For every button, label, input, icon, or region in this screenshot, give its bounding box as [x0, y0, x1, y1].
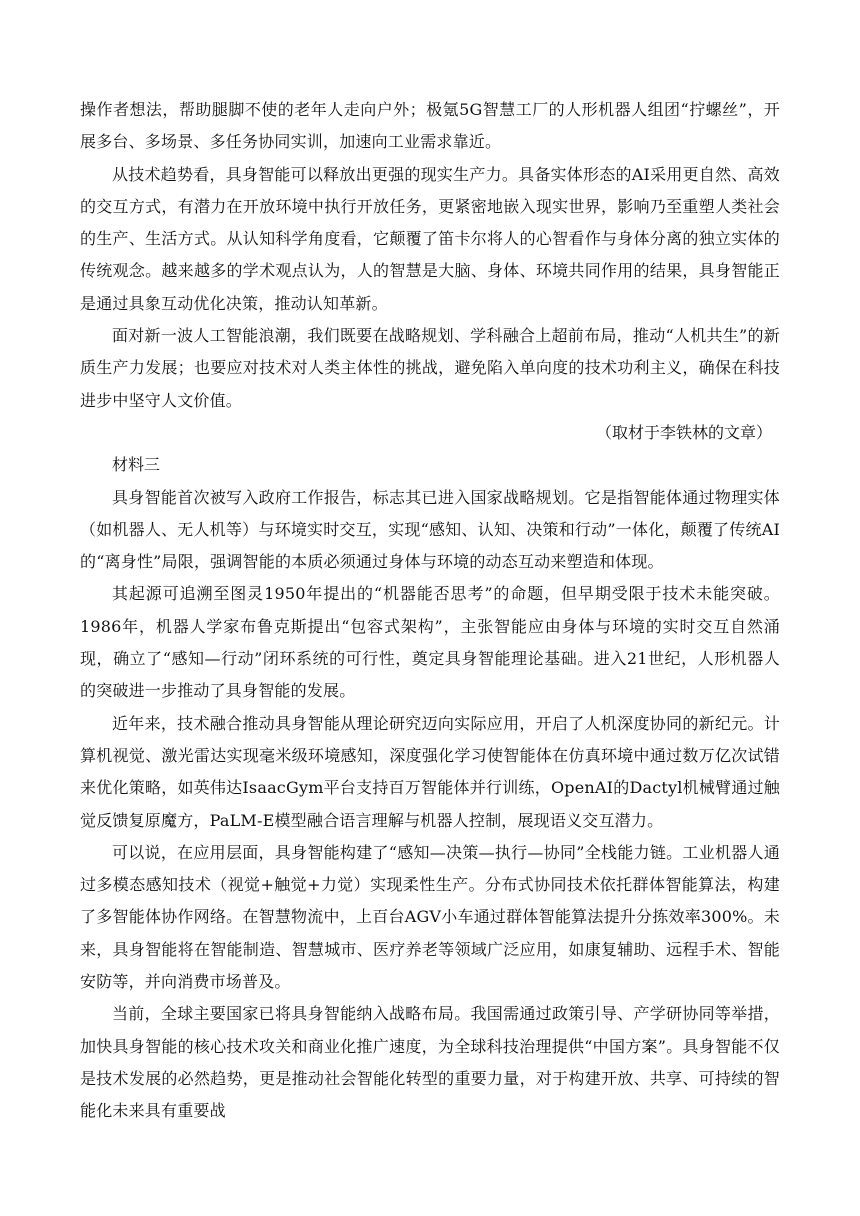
paragraph-recent-years: 近年来，技术融合推动具身智能从理论研究迈向实际应用，开启了人机深度协同的新纪元。计算机视觉、激光雷达实现毫米级环境感知，深度强化学习使智能体在仿真环境中通过数万亿次试错来优化策略，如英伟达IsaacGym平台支持百万智能体并行训练，OpenAI的Dactyl机械臂通过触觉反馈复原魔方，PaLM-E模型融合语言理解与机器人控制，展现语义交互潜力。	[80, 713, 780, 830]
paragraph-technology-trend: 从技术趋势看，具身智能可以释放出更强的现实生产力。具备实体形态的AI采用更自然、高效的交互方式，有潜力在开放环境中执行开放任务，更紧密地嵌入现实世界，影响乃至重塑人类社会的生产、生活方式。从认知科学角度看，它颠覆了笛卡尔将人的心智看作与身体分离的独立实体的传统观念。越来越多的学术观点认为，人的智慧是大脑、身体、环境共同作用的结果，具身智能正是通过具象互动优化决策，推动认知革新。	[80, 164, 780, 313]
paragraph-ai-wave: 面对新一波人工智能浪潮，我们既要在战略规划、学科融合上超前布局，推动“人机共生”的新质生产力发展；也要应对技术对人类主体性的挑战，避免陷入单向度的技术功利主义，确保在科技进步中坚守人文价值。	[80, 326, 780, 410]
section-label-material-three: 材料三	[112, 455, 161, 475]
paragraph-continued: 操作者想法，帮助腿脚不使的老年人走向户外；极氪5G智慧工厂的人形机器人组团“拧螺丝”，开展多台、多场景、多任务协同实训，加速向工业需求靠近。	[80, 100, 780, 152]
paragraph-origin: 其起源可追溯至图灵1950年提出的“机器能否思考”的命题，但早期受限于技术未能突破。1986年，机器人学家布鲁克斯提出“包容式架构”，主张智能应由身体与环境的实时交互自然涌现，确立了“感知—行动”闭环系统的可行性，奠定具身智能理论基础。进入21世纪，人形机器人的突破进一步推动了具身智能的发展。	[80, 584, 780, 701]
paragraph-definition: 具身智能首次被写入政府工作报告，标志其已进入国家战略规划。它是指智能体通过物理实体（如机器人、无人机等）与环境实时交互，实现“感知、认知、决策和行动”一体化，颠覆了传统AI的“离身性”局限，强调智能的本质必须通过身体与环境的动态互动来塑造和体现。	[80, 487, 780, 572]
source-note: （取材于李铁林的文章）	[595, 422, 772, 442]
paragraph-strategy: 当前，全球主要国家已将具身智能纳入战略布局。我国需通过政策引导、产学研协同等举措，加快具身智能的核心技术攻关和商业化推广速度，为全球科技治理提供“中国方案”。具身智能不仅是技术发展的必然趋势，更是推动社会智能化转型的重要力量，对于构建开放、共享、可持续的智能化未来具有重要战	[80, 1004, 780, 1121]
paragraph-application: 可以说，在应用层面，具身智能构建了“感知—决策—执行—协同”全栈能力链。工业机器人通过多模态感知技术（视觉+触觉+力觉）实现柔性生产。分布式协同技术依托群体智能算法，构建了多智能体协作网络。在智慧物流中，上百台AGV小车通过群体智能算法提升分拣效率300%。未来，具身智能将在智能制造、智慧城市、医疗养老等领域广泛应用，如康复辅助、远程手术、智能安防等，并向消费市场普及。	[80, 842, 780, 992]
document-page	[80, 94, 780, 1128]
